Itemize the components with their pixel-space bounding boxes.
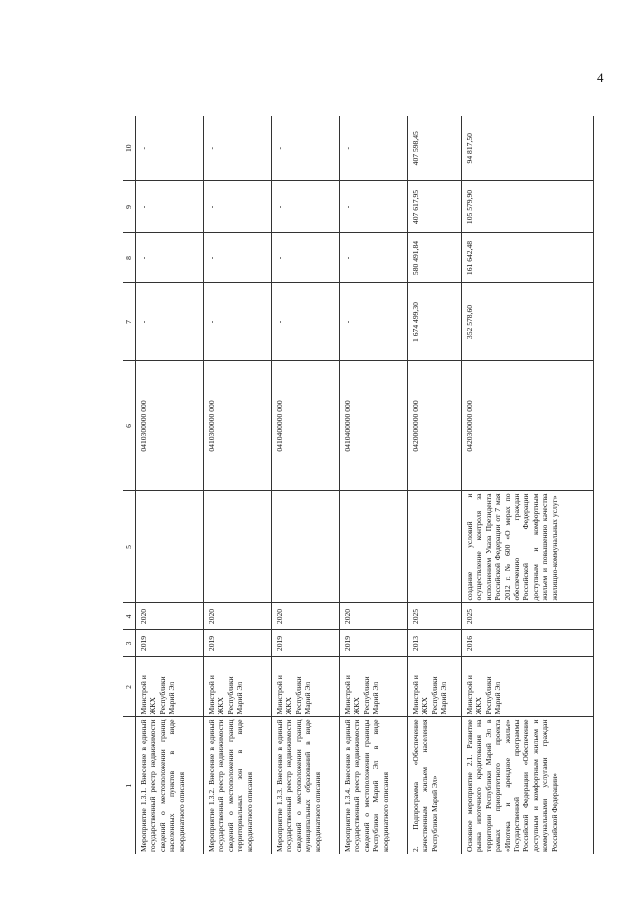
column-number: 6 (123, 361, 136, 491)
funding-value: - (136, 181, 204, 233)
start-year: 2019 (340, 630, 408, 657)
column-number: 3 (123, 630, 136, 657)
page-number: 4 (597, 70, 604, 85)
start-year: 2016 (462, 630, 594, 657)
table-row (136, 116, 204, 854)
column-number: 9 (123, 181, 136, 233)
measure-name: Мероприятие 1.3.2. Внесение в единый государственный реестр недвижимости сведений о местоположении границ территориальных зон в виде координатного описания (204, 717, 272, 854)
column-number: 2 (123, 657, 136, 717)
program-table (123, 116, 594, 854)
budget-code: 0410400000 000 (272, 361, 340, 491)
measure-name: Основное мероприятие 2.1. Развитие рынка ипотечного кредитования на территории Республики Марий Эл в рамках приоритетного проекта «Ипотека и арендное жилье» Государственной программы Российской Федерации «Обеспечение доступным и комфортным жильем и коммунальными услугами граждан Российской Федерации» (462, 717, 594, 854)
funding-value: 580 491,84 (408, 233, 462, 283)
column-number: 1 (123, 717, 136, 854)
column-number: 4 (123, 603, 136, 630)
responsible-executor: Минстрой и ЖКХ Республики Марий Эл (462, 657, 594, 717)
funding-value: - (272, 283, 340, 361)
expected-result (136, 491, 204, 603)
funding-value: 352 578,60 (462, 283, 594, 361)
expected-result (340, 491, 408, 603)
end-year: 2020 (204, 603, 272, 630)
column-number: 8 (123, 233, 136, 283)
measure-name: 2. Подпрограмма «Обеспечение качественным жильем населения Республики Марий Эл» (408, 717, 462, 854)
responsible-executor: Минстрой и ЖКХ Республики Марий Эл (408, 657, 462, 717)
budget-code: 0410300000 000 (136, 361, 204, 491)
column-number: 5 (123, 491, 136, 603)
column-number-row (123, 116, 136, 854)
measure-name: Мероприятие 1.3.3. Внесение в единый государственный реестр недвижимости сведений о местоположении границ муниципальных образований в виде координатного описания (272, 717, 340, 854)
responsible-executor: Минстрой и ЖКХ Республики Марий Эл (204, 657, 272, 717)
funding-value: 105 579,90 (462, 181, 594, 233)
funding-value: - (136, 116, 204, 181)
responsible-executor: Минстрой и ЖКХ Республики Марий Эл (272, 657, 340, 717)
expected-result (204, 491, 272, 603)
funding-value: - (340, 283, 408, 361)
start-year: 2013 (408, 630, 462, 657)
start-year: 2019 (136, 630, 204, 657)
responsible-executor: Минстрой и ЖКХ Республики Марий Эл (340, 657, 408, 717)
funding-value: 94 817,50 (462, 116, 594, 181)
funding-value: - (340, 181, 408, 233)
table-row-last (462, 116, 594, 854)
funding-value: - (340, 233, 408, 283)
table-row (340, 116, 408, 854)
budget-code: 0410300000 000 (204, 361, 272, 491)
funding-value: - (136, 283, 204, 361)
end-year: 2025 (408, 603, 462, 630)
funding-value: - (272, 233, 340, 283)
funding-value: - (272, 116, 340, 181)
funding-value: - (204, 233, 272, 283)
funding-value: - (204, 116, 272, 181)
start-year: 2019 (204, 630, 272, 657)
column-number: 10 (123, 116, 136, 181)
responsible-executor: Минстрой и ЖКХ Республики Марий Эл (136, 657, 204, 717)
end-year: 2025 (462, 603, 594, 630)
funding-value: 407 617,95 (408, 181, 462, 233)
end-year: 2020 (136, 603, 204, 630)
table-row (272, 116, 340, 854)
column-number: 7 (123, 283, 136, 361)
end-year: 2020 (340, 603, 408, 630)
funding-value: - (340, 116, 408, 181)
expected-result (272, 491, 340, 603)
table-row (408, 116, 462, 854)
start-year: 2019 (272, 630, 340, 657)
budget-code: 0420300000 000 (462, 361, 594, 491)
budget-code: 0410400000 000 (340, 361, 408, 491)
measure-name: Мероприятие 1.3.4. Внесение в единый государственный реестр недвижимости сведений о местоположении границы Республики Марий Эл в виде координатного описания (340, 717, 408, 854)
table-row (204, 116, 272, 854)
expected-result: создание условий и осуществление контроля за исполнением Указа Президента Российской Федерации от 7 мая 2012 г. № 600 «О мерах по обеспечению граждан Российской Федерации доступным и комфортным жильем и повышению качества жилищно-коммунальных услуг» (462, 491, 594, 603)
funding-value: 1 674 499,30 (408, 283, 462, 361)
funding-value: - (272, 181, 340, 233)
funding-value: - (136, 233, 204, 283)
expected-result (408, 491, 462, 603)
budget-code: 0420000000 000 (408, 361, 462, 491)
funding-value: - (204, 181, 272, 233)
funding-value: 407 598,45 (408, 116, 462, 181)
funding-value: - (204, 283, 272, 361)
end-year: 2020 (272, 603, 340, 630)
funding-value: 161 642,48 (462, 233, 594, 283)
measure-name: Мероприятие 1.3.1. Внесение в единый государственный реестр недвижимости сведений о местоположении границ населенных пунктов в виде координатного описания (136, 717, 204, 854)
